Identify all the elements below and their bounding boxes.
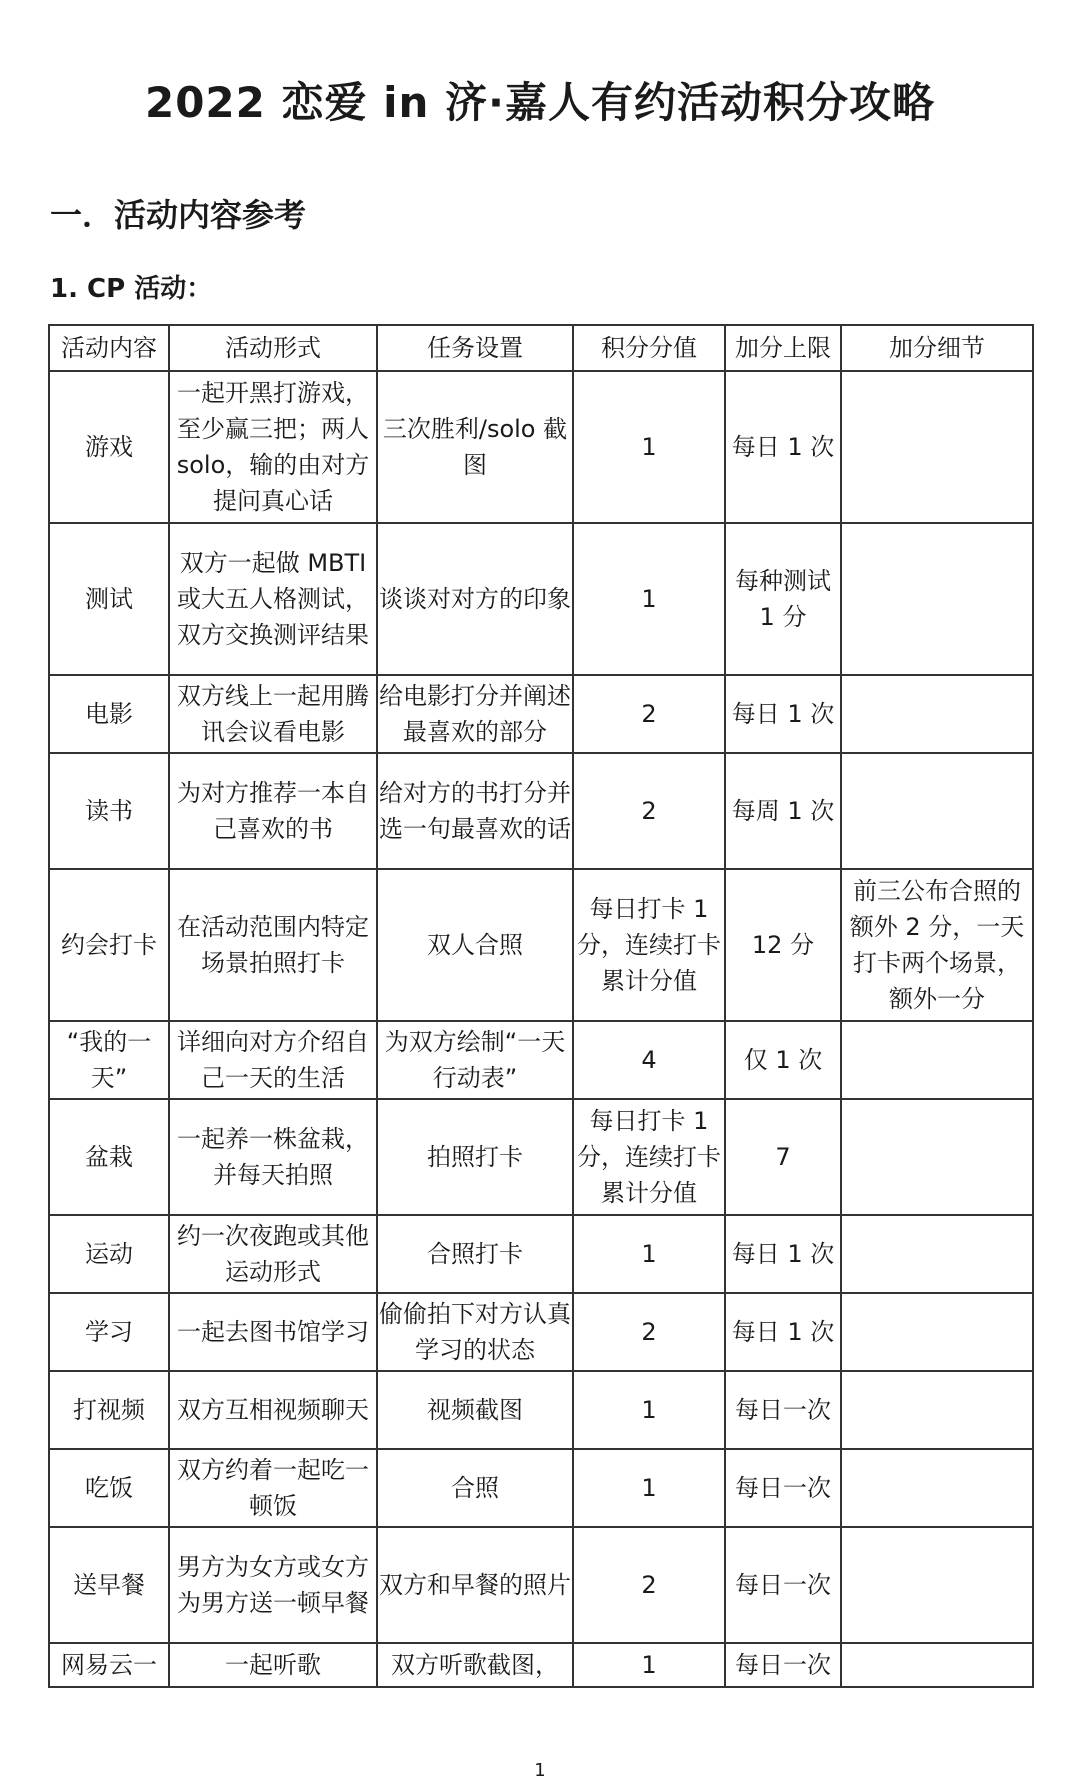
- cell-task: 偷偷拍下对方认真学习的状态: [377, 1293, 573, 1371]
- cell-content: 送早餐: [49, 1527, 169, 1643]
- table-row: [49, 523, 1033, 675]
- cell-detail: 前三公布合照的额外 2 分，一天打卡两个场景，额外一分: [841, 869, 1033, 1021]
- cell-task: 给电影打分并阐述最喜欢的部分: [377, 675, 573, 753]
- cell-task: 给对方的书打分并选一句最喜欢的话: [377, 753, 573, 869]
- table-row: [49, 371, 1033, 523]
- cell-content: 约会打卡: [49, 869, 169, 1021]
- table-header-row: [49, 325, 1033, 371]
- cell-content: 打视频: [49, 1371, 169, 1449]
- cell-task: 视频截图: [377, 1371, 573, 1449]
- cell-form: 一起去图书馆学习: [169, 1293, 377, 1371]
- section-heading: 一．活动内容参考: [50, 196, 307, 234]
- cell-points: 2: [573, 1527, 725, 1643]
- cell-content: “我的一天”: [49, 1021, 169, 1099]
- cell-limit: 每日 1 次: [725, 675, 841, 753]
- cell-limit: 每周 1 次: [725, 753, 841, 869]
- table-row: [49, 1099, 1033, 1215]
- header-activity-content: 活动内容: [49, 325, 169, 371]
- table-row: [49, 1643, 1033, 1687]
- cell-form: 双方互相视频聊天: [169, 1371, 377, 1449]
- cell-detail: [841, 1215, 1033, 1293]
- cell-points: 2: [573, 753, 725, 869]
- table-row: [49, 1215, 1033, 1293]
- cell-limit: 12 分: [725, 869, 841, 1021]
- cell-points: 每日打卡 1 分，连续打卡累计分值: [573, 869, 725, 1021]
- cell-content: 吃饭: [49, 1449, 169, 1527]
- page-number: 1: [534, 1760, 546, 1781]
- cell-points: 2: [573, 1293, 725, 1371]
- cell-task: 为双方绘制“一天行动表”: [377, 1021, 573, 1099]
- cell-form: 一起养一株盆栽，并每天拍照: [169, 1099, 377, 1215]
- cell-limit: 每日一次: [725, 1371, 841, 1449]
- cell-detail: [841, 1371, 1033, 1449]
- header-activity-form: 活动形式: [169, 325, 377, 371]
- cell-detail: [841, 1643, 1033, 1687]
- cell-form: 男方为女方或女方为男方送一顿早餐: [169, 1527, 377, 1643]
- cell-content: 盆栽: [49, 1099, 169, 1215]
- cell-points: 每日打卡 1 分，连续打卡累计分值: [573, 1099, 725, 1215]
- cell-detail: [841, 1021, 1033, 1099]
- cell-content: 运动: [49, 1215, 169, 1293]
- cell-content: 读书: [49, 753, 169, 869]
- header-bonus-detail: 加分细节: [841, 325, 1033, 371]
- header-task-setting: 任务设置: [377, 325, 573, 371]
- cell-points: 1: [573, 1215, 725, 1293]
- cell-detail: [841, 1449, 1033, 1527]
- table-row: [49, 869, 1033, 1021]
- cell-limit: 每日 1 次: [725, 1215, 841, 1293]
- cell-form: 约一次夜跑或其他运动形式: [169, 1215, 377, 1293]
- cell-points: 1: [573, 371, 725, 523]
- table-row: [49, 1449, 1033, 1527]
- cell-points: 2: [573, 675, 725, 753]
- cell-detail: [841, 753, 1033, 869]
- cell-task: 双人合照: [377, 869, 573, 1021]
- cell-limit: 每日 1 次: [725, 371, 841, 523]
- cell-limit: 7: [725, 1099, 841, 1215]
- cell-form: 双方约着一起吃一顿饭: [169, 1449, 377, 1527]
- table-row: [49, 1527, 1033, 1643]
- cell-limit: 仅 1 次: [725, 1021, 841, 1099]
- cell-points: 1: [573, 523, 725, 675]
- table-row: [49, 1371, 1033, 1449]
- cell-task: 谈谈对对方的印象: [377, 523, 573, 675]
- cell-task: 双方听歌截图，: [377, 1643, 573, 1687]
- cell-detail: [841, 371, 1033, 523]
- table-row: [49, 753, 1033, 869]
- cell-detail: [841, 1527, 1033, 1643]
- cell-task: 双方和早餐的照片: [377, 1527, 573, 1643]
- cell-form: 在活动范围内特定场景拍照打卡: [169, 869, 377, 1021]
- cell-content: 游戏: [49, 371, 169, 523]
- table-row: [49, 1293, 1033, 1371]
- table-row: [49, 675, 1033, 753]
- cell-detail: [841, 523, 1033, 675]
- cell-limit: 每日 1 次: [725, 1293, 841, 1371]
- cell-content: 学习: [49, 1293, 169, 1371]
- cell-form: 为对方推荐一本自己喜欢的书: [169, 753, 377, 869]
- header-points-value: 积分分值: [573, 325, 725, 371]
- cell-points: 1: [573, 1371, 725, 1449]
- sub-heading: 1. CP 活动：: [50, 274, 213, 304]
- cell-form: 详细向对方介绍自己一天的生活: [169, 1021, 377, 1099]
- table-row: [49, 1021, 1033, 1099]
- header-bonus-limit: 加分上限: [725, 325, 841, 371]
- cell-task: 三次胜利/solo 截图: [377, 371, 573, 523]
- cell-points: 1: [573, 1449, 725, 1527]
- activity-points-table: [48, 324, 1034, 1688]
- cell-detail: [841, 1293, 1033, 1371]
- document-title: 2022 恋爱 in 济·嘉人有约活动积分攻略: [144, 78, 935, 127]
- cell-points: 1: [573, 1643, 725, 1687]
- cell-content: 测试: [49, 523, 169, 675]
- cell-task: 合照打卡: [377, 1215, 573, 1293]
- cell-content: 网易云一: [49, 1643, 169, 1687]
- cell-form: 一起听歌: [169, 1643, 377, 1687]
- cell-content: 电影: [49, 675, 169, 753]
- cell-form: 双方一起做 MBTI 或大五人格测试，双方交换测评结果: [169, 523, 377, 675]
- cell-limit: 每日一次: [725, 1527, 841, 1643]
- cell-points: 4: [573, 1021, 725, 1099]
- cell-detail: [841, 675, 1033, 753]
- cell-detail: [841, 1099, 1033, 1215]
- cell-form: 一起开黑打游戏，至少赢三把；两人solo，输的由对方提问真心话: [169, 371, 377, 523]
- cell-limit: 每日一次: [725, 1449, 841, 1527]
- cell-limit: 每种测试 1 分: [725, 523, 841, 675]
- cell-task: 拍照打卡: [377, 1099, 573, 1215]
- cell-limit: 每日一次: [725, 1643, 841, 1687]
- cell-form: 双方线上一起用腾讯会议看电影: [169, 675, 377, 753]
- cell-task: 合照: [377, 1449, 573, 1527]
